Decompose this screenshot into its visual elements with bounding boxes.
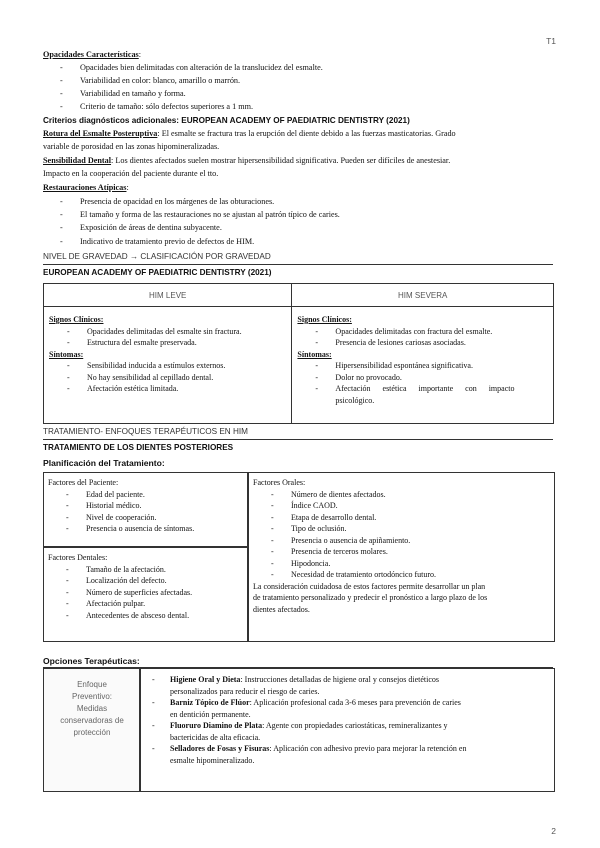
enfoque-line: Enfoque [77, 680, 107, 689]
rotura-paragraph-cont: variable de porosidad en las zonas hipomineralizadas. [43, 142, 220, 151]
him-severa-cell [292, 307, 554, 424]
list-item: - Higiene Oral y Dieta: Instrucciones detalladas de higiene oral y consejos dietéticos [152, 675, 440, 684]
gravedad-table [43, 283, 554, 424]
opciones-title: Opciones Terapéuticas: [43, 656, 140, 666]
list-item: - Hipersensibilidad espontánea significativa. [315, 361, 473, 370]
list-item: - Afectación pulpar. [66, 599, 146, 608]
list-item: - Afectación estética limitada. [67, 384, 179, 393]
enfoque-line: Preventivo: [71, 692, 113, 701]
list-item: - Presencia o ausencia de apiñamiento. [271, 535, 411, 545]
list-item: - Hipodoncia. [271, 558, 331, 568]
sintomas-title: Síntomas: [297, 349, 332, 359]
list-item: - Antecedentes de absceso dental. [66, 610, 190, 620]
enfoque-line: protección [73, 728, 111, 737]
rotura-paragraph: Rotura del Esmalte Posteruptiva: El esmalte se fractura tras la erupción del diente debido a las fuerzas masticatorias. Grado [43, 129, 456, 138]
list-item: - Necesidad de tratamiento ortodóncico futuro. [271, 570, 437, 579]
factores-orales-box [247, 472, 555, 642]
opciones-list-cell [139, 668, 555, 792]
him-severa-header: HIM SEVERA [292, 284, 554, 307]
list-item: - Tamaño de la afectación. [66, 564, 166, 574]
factores-dentales-title: Factores Dentales: [48, 553, 108, 562]
list-item: - Historial médico. [66, 501, 142, 510]
factores-paciente-box [43, 472, 249, 548]
sensibilidad-paragraph: Sensibilidad Dental: Los dientes afectados suelen mostrar hipersensibilidad significativa. Pueden ser difíciles de anestesiar. [43, 156, 451, 165]
list-item: - Etapa de desarrollo dental. [271, 512, 377, 522]
enfoque-preventivo-cell [43, 668, 141, 792]
list-item: - Estructura del esmalte preservada. [67, 338, 197, 347]
gravedad-title: EUROPEAN ACADEMY OF PAEDIATRIC DENTISTRY (2021) [43, 268, 272, 277]
opacidades-heading: Opacidades Características: [43, 50, 142, 59]
orales-note: La consideración cuidadosa de estos factores permite desarrollar un plan [253, 581, 486, 591]
list-item: - Indicativo de tratamiento previo de defectos de HIM. [60, 237, 255, 246]
him-leve-cell [44, 307, 292, 424]
list-item: - Nivel de cooperación. [66, 512, 157, 522]
list-item: - Localización del defecto. [66, 576, 167, 585]
page-tag: T1 [546, 36, 556, 46]
list-item: - Variabilidad en tamaño y forma. [60, 89, 186, 98]
factores-paciente-title: Factores del Paciente: [48, 478, 119, 487]
list-item: - No hay sensibilidad al cepillado dental. [67, 372, 214, 382]
list-item: - Opacidades delimitadas con fractura del esmalte. [315, 326, 493, 336]
divider [43, 439, 553, 440]
list-item-cont: bactericidas de alta eficacia. [170, 732, 261, 742]
factores-dentales-box [43, 546, 249, 642]
list-item: - Variabilidad en color: blanco, amarillo o marrón. [60, 76, 241, 85]
sensibilidad-paragraph-cont: Impacto en la cooperación del paciente durante el tto. [43, 169, 219, 178]
list-item: - Número de superficies afectadas. [66, 587, 193, 597]
list-item: - Dolor no provocado. [315, 372, 402, 382]
signos-title: Signos Clínicos: [49, 315, 104, 324]
list-item: - Exposición de áreas de dentina subyacente. [60, 223, 222, 232]
tratamiento-title: TRATAMIENTO DE LOS DIENTES POSTERIORES [43, 443, 234, 452]
list-item-cont: personalizados para reducir el riesgo de caries. [170, 686, 320, 696]
sintomas-title: Síntomas: [49, 349, 84, 359]
list-item: - Selladores de Fosas y Fisuras: Aplicación con adhesivo previo para mejorar la retención en [152, 744, 467, 753]
orales-note: de tratamiento personalizado y predecir el pronóstico a largo plazo de los [253, 593, 488, 602]
list-item-cont: psicológico. [335, 395, 375, 405]
tratamiento-section-title: TRATAMIENTO- ENFOQUES TERAPÉUTICOS EN HIM [43, 427, 249, 436]
list-item-cont: esmalte hipomineralizado. [170, 755, 255, 765]
list-item: - Fluoruro Diamino de Plata: Agente con propiedades cariostáticas, remineralizantes y [152, 721, 448, 730]
gravedad-section-title: NIVEL DE GRAVEDAD → CLASIFICACIÓN POR GRAVEDAD [43, 252, 271, 261]
list-item: - Sensibilidad inducida a estímulos externos. [67, 361, 226, 370]
list-item: - Índice CAOD. [271, 501, 338, 510]
list-item: - Criterio de tamaño: sólo defectos superiores a 1 mm. [60, 102, 254, 111]
enfoque-line: conservadoras de [60, 716, 124, 725]
criterios-heading: Criterios diagnósticos adicionales: EUROPEAN ACADEMY OF PAEDIATRIC DENTISTRY (2021) [43, 116, 410, 125]
planificacion-title: Planificación del Tratamiento: [43, 458, 165, 468]
list-item: - Presencia o ausencia de síntomas. [66, 524, 195, 533]
factores-orales-title: Factores Orales: [253, 478, 306, 487]
list-item-cont: en dentición permanente. [170, 709, 251, 719]
signos-title: Signos Clínicos: [297, 315, 352, 324]
restauraciones-heading: Restauraciones Atípicas: [43, 183, 129, 192]
him-leve-header: HIM LEVE [44, 284, 292, 307]
enfoque-line: Medidas [76, 704, 108, 713]
orales-note: dientes afectados. [253, 604, 310, 614]
page-number: 2 [551, 826, 556, 836]
list-item: - Barniz Tópico de Flúor: Aplicación profesional cada 3-6 meses para prevención de caries [152, 698, 461, 707]
list-item: - El tamaño y forma de las restauraciones no se ajustan al patrón típico de caries. [60, 210, 340, 219]
list-item: - Opacidades bien delimitadas con alteración de la translucidez del esmalte. [60, 63, 323, 72]
list-item: - Presencia de lesiones cariosas asociadas. [315, 338, 466, 347]
list-item: - Tipo de oclusión. [271, 524, 347, 533]
list-item: - Presencia de opacidad en los márgenes de las obturaciones. [60, 197, 275, 206]
list-item: - Edad del paciente. [66, 489, 145, 499]
list-item: - Número de dientes afectados. [271, 489, 386, 499]
list-item: - Opacidades delimitadas del esmalte sin fractura. [67, 326, 242, 336]
list-item: - Afectación estética importante con impacto [315, 384, 515, 393]
list-item: - Presencia de terceros molares. [271, 547, 388, 556]
divider [43, 264, 553, 265]
